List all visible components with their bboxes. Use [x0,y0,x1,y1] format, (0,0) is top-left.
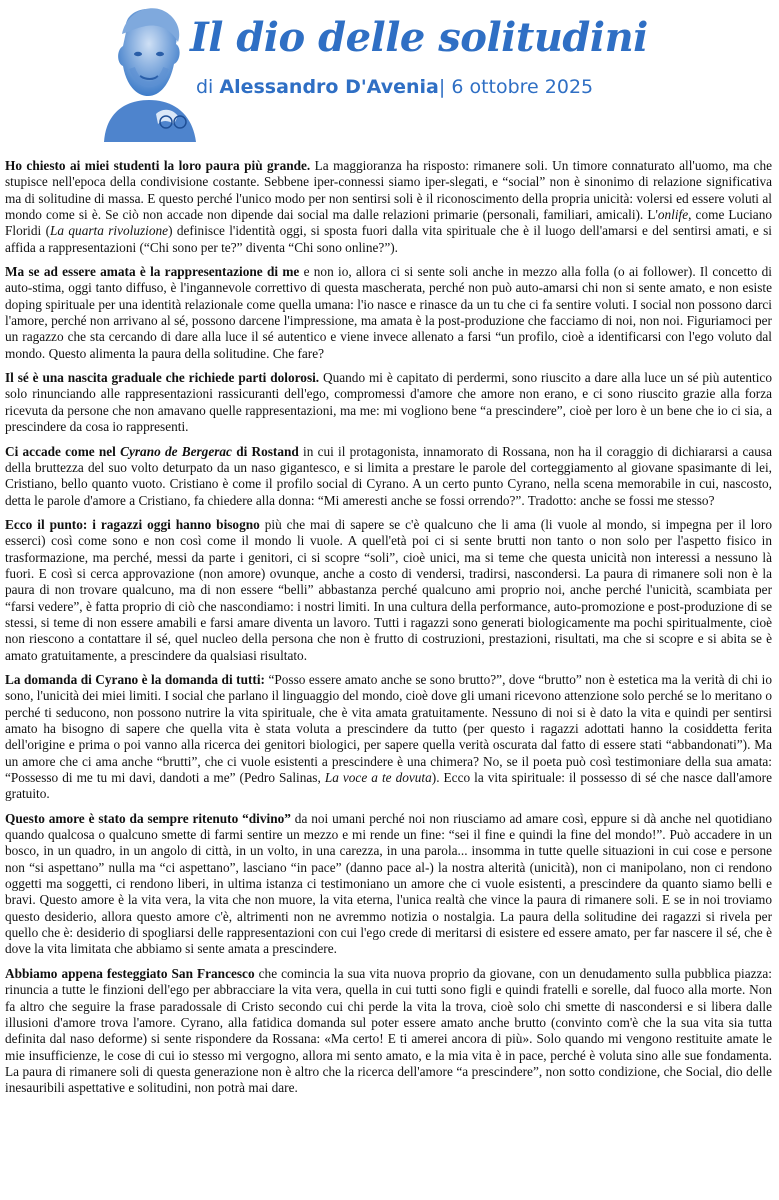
bold-text: Il sé è una nascita graduale che richiede parti dolorosi. [5,370,320,386]
byline [196,76,593,98]
article-date: 6 ottobre 2025 [451,76,594,98]
paragraph-text: che comincia la sua vita nuova proprio da giovane, con un denudamento sulla pubblica piazza: rinuncia a tutte le finzioni dell'ego per abbracciare la vita vera, quella in cui tutti sono figli e quindi fratelli e sorelle, dal fuoco alla morte. Non fa altro che seguire la frase paradossale di Cristo secondo cui chi perde la vita la trova, cioè solo chi smette di nascondersi e si libera dalle illusioni d'amore trova l'amore. Cyrano, alla fatidica domanda sul poter essere amato anche brutto (convinto com'è che la sua vita sia tutta definita dal naso deforme) si sente rispondere da Rossana: «Ma certo! E ti amerei ancora di più». Solo quando mi vengono restituite amate le mie insufficienze, le cose di cui io stesso mi vergogno, allora mi sento amato, e la mia vita è in pace, perché è voluta sino alle sue fondamenta. La paura di rimanere soli di questa generazione non è altro che la ricerca dell'amore “a prescindere”, non sotto condizione, che Social, dio delle inesauribili aspettative e solitudini, non potrà mai dare. [5,965,772,1096]
article-paragraph [5,370,772,435]
paragraph-text: ) definisce l'identità oggi, si sposta fuori dalla vita spirituale che è il luogo dell'amarsi e del sentirsi amati, e si affida a rappresentazioni (“Chi sono per te?” diventa “Chi sono online?”). [5,223,772,255]
bold-text: Ma se ad essere amata è la rappresentazione di me [5,264,300,280]
bold-text: di Rostand [231,443,299,459]
italic-text: onlife [657,207,689,223]
article-paragraph [5,264,772,362]
paragraph-text: Quando mi è capitato di perdermi, sono riuscito a dare alla luce un sé più autentico solo rinunciando alle rappresentazioni rassicuranti dell'ego, compromessi d'amore che amore non erano, e ci sono riuscito grazie alla forza ricevuta da persone che non amavano quelle rappresentazioni, ma me: mi vogliono bene “a prescindere”, cioè per loro è un bene che io ci sia, a prescindere da cosa io rappresenti. [5,370,772,435]
bold-text: Ho chiesto ai miei studenti la loro paura più grande. [5,158,311,173]
paragraph-text: e non io, allora ci si sente soli anche in mezzo alla folla (o ai follower). Il concetto di auto-stima, oggi tanto diffuso, è l'ingannevole correttivo di questa mascherata, perché non può auto-amarsi chi non si sente amato, e non esiste doping spirituale per una identità relazionale come quella umana: l'io nasce e rinasce da un tu che ci fa sentire voluti. I social non possono darci l'amore, perché non arrivano al sé, possono darcene l'impressione, ma amata è la post-produzione che facciamo di noi, non noi. Figuriamoci per un ragazzo che sta cercando di dare alla luce il sé autentico e viene invece allenato a farsi “un profilo, cioè a identificarsi con l'ego voluto dal mondo. Questo alimenta la paura della solitudine. Che fare? [5,264,772,361]
byline-separator: | [438,76,452,98]
paragraph-text: da noi umani perché noi non riusciamo ad amare così, eppure si dà anche nel quotidiano quando qualcosa o qualcuno smette di farmi sentire un mezzo e mi rende un fine: “sei il fine e quindi la fine del mondo!”. Può accadere in un bosco, in un quadro, in un angolo di città, in un volto, in una carezza, in una parola... insomma in tutte quelle situazioni in cui cose e persone non “si aspettano” nulla ma “ci aspettano”, lasciano “in pace” (danno pace al-) la nostra alterità (unicità), non ci manipolano, non ci rendono oggetti ma soggetti, ci rendono liberi, in ultima istanza ci testimoniano un amore che ci vuole esistenti, a prescindere da quanto siamo belli e bravi. Questo amore è la vita vera, la vita che non muore, la vita eterna, l'unica realtà che vince la paura di rimanere soli. E se in noi troviamo questo desiderio, allora questo amore c'è, altrimenti non ne avremmo notizia o nostalgia. La paura della solitudine dei ragazzi si rivela per quello che è: desiderio di spogliarsi delle rappresentazioni con cui l'ego crede di meritarsi di esistere ed essere amato, per far nascere il sé, che è dove la vita limitata che abbiamo si sente amata a prescindere. [5,810,773,957]
paragraph-text: , come Luciano Floridi ( [5,207,772,239]
bold-text: La domanda di Cyrano è la domanda di tutti: [5,671,265,687]
article-title: Il dio delle solitudini [190,14,648,61]
italic-text: La quarta rivoluzione [50,223,169,239]
byline-prefix: di [196,76,220,98]
bold-text: Abbiamo appena festeggiato San Francesco [5,965,255,981]
article-paragraph [5,966,772,1097]
article-paragraph [5,158,772,256]
bold-text: Cyrano de Bergerac [120,443,232,459]
article-paragraph [5,517,772,664]
paragraph-text: “Posso essere amato anche se sono brutto?”, dove “brutto” non è estetica ma la verità di chi io sono, l'unicità dei miei limiti. I social che parlano il linguaggio del mondo, cioè dove gli umani ricevono attenzione solo perché se lo meritano o perché ti seducono, non possono nutrire la vita spirituale, che è vita amata gratuitamente. Nessuno di noi si è dato la vita e quindi per sentirsi amato ha bisogno di sapere che quella vita è stata voluta a prescindere da tutto (per questo i ragazzi adottati hanno la cosiddetta ferita dell'origine e prima o poi vanno alla ricerca dei genitori biologici, per sapere quella verità oscurata dal fatto di essere stati “abbandonati”). Ma un amore che ci ama anche “brutti”, che ci vuole esistenti a prescindere è una chimera? No, se il poeta può così testimoniare della sua amata: “Possesso di me tu mi davi, dandoti a me” (Pedro Salinas, [5,671,772,786]
paragraph-text: in cui il protagonista, innamorato di Rossana, non ha il coraggio di dichiararsi a causa della bruttezza del suo volto deturpato da un naso gigantesco, e si limita a prestare le parole del corteggiamento al giovane spasimante di lei, Cristiano, bello quanto vuoto. Cristiano è come il profilo social di Cyrano. A un certo punto Cyrano, nella scena memorabile in cui, nascosto, detta le parole d'amore a Cristiano, fa chiedere alla donna: “Mi ameresti anche se fossi orrendo?”. Tradotto: anche se fossi me stesso? [5,443,772,508]
article-paragraph [5,444,772,509]
article-header [0,0,779,150]
paragraph-text: ). Ecco la vita spirituale: il possesso di sé che nasce dall'amore gratuito. [5,770,773,802]
article-body [5,158,772,1105]
bold-text: Ecco il punto: i ragazzi oggi hanno bisogno [5,516,260,532]
paragraph-text: più che mai di sapere se c'è qualcuno che li ama (li vuole al mondo, si impegna per il loro esserci) così come sono e non così come il mondo li vuole. A quell'età poi ci si sente brutti non tanto o non solo per l'aspetto fisico in trasformazione, ma perché, messi da parte i genitori, ci si scopre “soli”, cioè unici, ma si teme che questa unicità non interessi a nessuno là fuori. E così si cerca approvazione (non amore) ovunque, anche a costo di vendersi, tradirsi, nascondersi. La paura di rimanere soli non è la paura di non trovare qualcuno, ma di non essere “belli” abbastanza perché qualcuno ami proprio noi, anche perché l'unicità, scambiata per “farsi vedere”, è fatta proprio di ciò che nascondiamo: i nostri limiti. In una cultura della performance, auto-promozione e post-produzione di se stessi, si teme di non essere amabili e farsi amare diventa un lavoro. Tutti i ragazzi sono generati biologicamente ma pochi spiritualmente, cioè non riescono a contattare il sé, quel nucleo della persona che non è frutto di costruzioni, prestazioni, risultati, ma che si scopre e si abita se è amato gratuitamente, a prescindere da qualsiasi risultato. [5,516,773,663]
author-name: Alessandro D'Avenia [219,76,439,98]
paragraph-text: La maggioranza ha risposto: rimanere soli. Un timore connaturato all'uomo, ma che stupisce nell'epoca della condivisione costante. Sebbene iper-connessi siamo iper-slegati, e “social” non è sinonimo di relazione significativa ma di solitudine di massa. E questo perché l'unico modo per non sentirsi soli è il riconoscimento della propria unicità: volersi ed essere voluti al mondo come si è. Se ciò non accade non dipende dai social ma dalle relazioni primarie (personali, familiari, amicali). L' [5,158,772,223]
article-paragraph [5,672,772,803]
article-paragraph [5,811,772,958]
bold-text: Ci accade come nel [5,443,121,459]
author-portrait [96,4,202,142]
italic-text: La voce a te dovuta [324,770,432,786]
bold-text: Questo amore è stato da sempre ritenuto “divino” [5,810,291,826]
